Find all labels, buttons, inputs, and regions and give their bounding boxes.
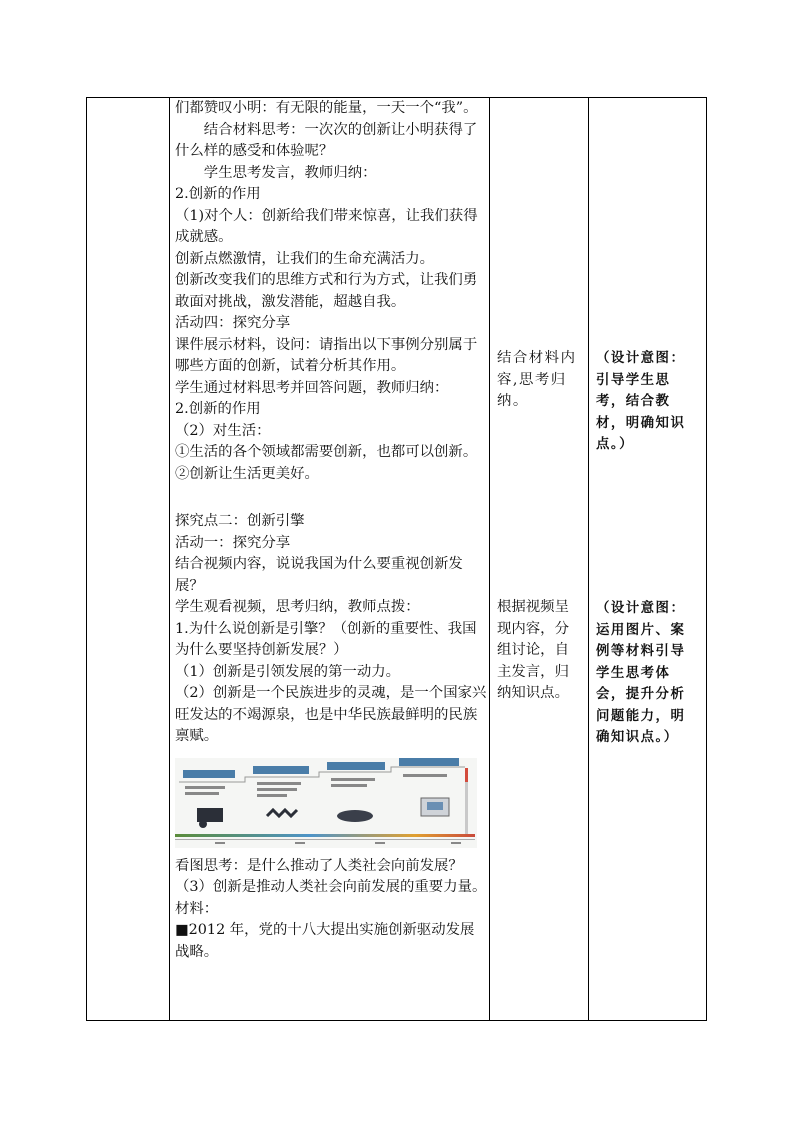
section-heading: 2.创新的作用 (175, 186, 261, 202)
section-heading: 2.创新的作用 (175, 401, 261, 417)
column-divider (489, 98, 490, 1020)
teaching-process-column (175, 98, 487, 963)
lesson-table (86, 97, 707, 1021)
paragraph: 创新点燃激情，让我们的生命充满活力。 (175, 250, 435, 267)
activity-heading: 活动一：探究分享 (175, 534, 291, 551)
student-activity-text: 根据视频呈现内容，分组讨论，自主发言，归纳知识点。 (497, 599, 569, 701)
industrial-revolution-timeline-image (175, 758, 477, 848)
paragraph: （3）创新是推动人类社会向前发展的重要力量。 (175, 879, 487, 895)
paragraph: （2）创新是一个民族进步的灵魂，是一个国家兴旺发达的不竭源泉，也是中华民族最鲜明的民族禀赋。 (175, 685, 487, 744)
paragraph: 课件展示材料，设问：请指出以下事例分别属于哪些方面的创新，试着分析其作用。 (175, 336, 478, 374)
paragraph: 学生观看视频，思考归纳，教师点拨： (175, 599, 420, 615)
paragraph: 结合视频内容，说说我国为什么要重视创新发展？ (175, 556, 463, 594)
paragraph: 看图思考：是什么推动了人类社会向前发展？ (175, 857, 463, 874)
activity-heading: 活动四：探究分享 (175, 315, 291, 331)
section-heading: 探究点二：创新引擎 (175, 513, 305, 529)
paragraph: 们都赞叹小明：有无限的能量，一天一个“我”。 (175, 100, 478, 116)
design-intent-text: （设计意图：引导学生思考，结合教材，明确知识点。） (596, 350, 686, 452)
paragraph: （1）创新是引领发展的第一动力。 (175, 663, 401, 680)
paragraph: 1.为什么说创新是引擎？（创新的重要性、我国为什么要坚持创新发展？） (175, 620, 477, 658)
paragraph: 结合材料思考：一次次的创新让小明获得了什么样的感受和体验呢？ (175, 121, 478, 159)
design-intent-text: （设计意图：运用图片、案例等材料引导学生思考体会，提升分析问题能力，明确知识点。） (596, 600, 686, 745)
paragraph: 学生通过材料思考并回答问题，教师归纳： (175, 379, 449, 396)
paragraph: ■2012 年，党的十八大提出实施创新驱动发展战略。 (175, 922, 475, 960)
paragraph: ①生活的各个领域都需要创新，也都可以创新。 (175, 444, 478, 460)
column-divider (588, 98, 589, 1020)
paragraph: 材料： (175, 900, 219, 917)
paragraph: （2）对生活： (175, 422, 271, 439)
paragraph: 学生思考发言，教师归纳： (203, 164, 377, 181)
paragraph: 创新改变我们的思维方式和行为方式，让我们勇敢面对挑战，激发潜能，超越自我。 (175, 272, 478, 310)
paragraph: （1)对个人：创新给我们带来惊喜，让我们获得成就感。 (175, 207, 478, 245)
paragraph: ②创新让生活更美好。 (175, 465, 319, 482)
column-divider (169, 98, 170, 1020)
student-activity-text: 结合材料内容,思考归纳。 (497, 350, 577, 409)
